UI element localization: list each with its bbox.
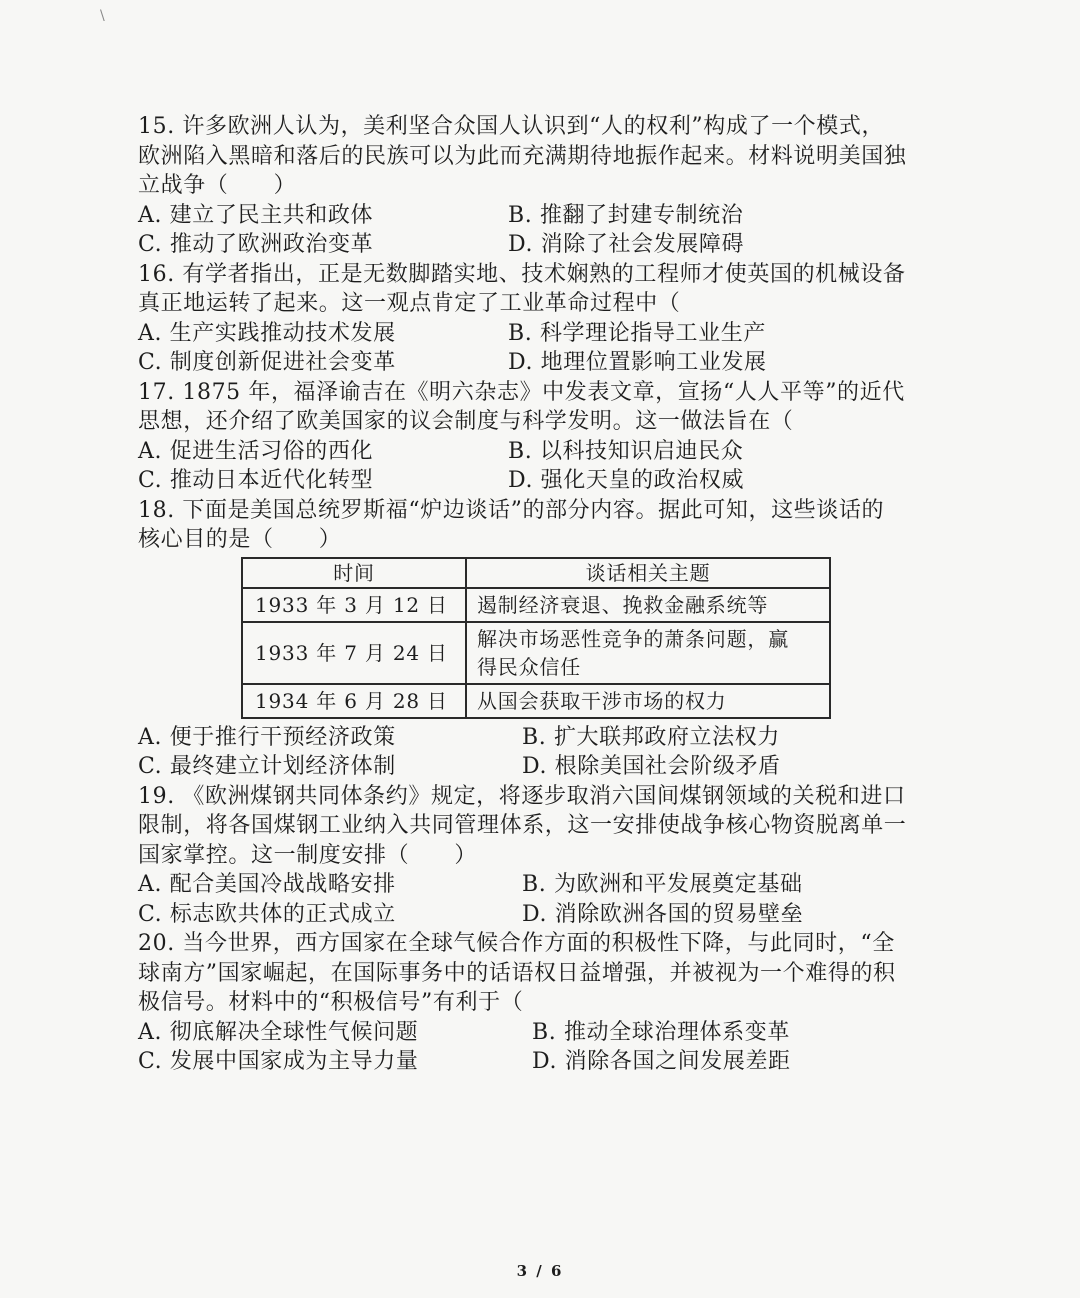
question-text-line: 思想，还介绍了欧美国家的议会制度与科学发明。这一做法旨在（ — [138, 409, 794, 434]
table-header-row — [242, 558, 830, 588]
option-row — [138, 1047, 938, 1077]
option-a: A. 生产实践推动技术发展 — [138, 320, 396, 346]
question-20 — [138, 929, 938, 1077]
scan-mark: \ — [100, 8, 105, 24]
option-a: A. 建立了民主共和政体 — [138, 202, 374, 228]
option-b: B. 推动全球治理体系变革 — [532, 1019, 790, 1045]
option-row — [138, 1018, 938, 1048]
table-row — [242, 684, 830, 718]
option-row — [138, 437, 938, 467]
option-c: C. 发展中国家成为主导力量 — [138, 1049, 419, 1074]
question-18 — [138, 496, 938, 782]
page-number: 3 / 6 — [516, 1262, 564, 1280]
option-a: A. 彻底解决全球性气候问题 — [138, 1019, 419, 1045]
question-text-line: 限制，将各国煤钢工业纳入共同管理体系，这一安排使战争核心物资脱离单一 — [138, 813, 907, 838]
option-row — [138, 319, 938, 349]
topic-line: 从国会获取干涉市场的权力 — [477, 688, 727, 713]
option-row — [138, 870, 938, 900]
question-text-line: 球南方”国家崛起，在国际事务中的话语权日益增强，并被视为一个难得的积 — [138, 960, 896, 986]
table-cell-topic — [466, 684, 830, 718]
option-c: C. 推动日本近代化转型 — [138, 468, 374, 493]
question-text-line: 真正地运转了起来。这一观点肯定了工业革命过程中（ — [138, 291, 681, 316]
question-text-line: 极信号。材料中的“积极信号”有利于（ — [138, 990, 524, 1015]
table-cell-date: 1933 年 3 月 12 日 — [242, 588, 466, 622]
option-d: D. 强化天皇的政治权威 — [508, 468, 745, 493]
question-19 — [138, 782, 938, 930]
option-d: D. 消除欧洲各国的贸易壁垒 — [522, 901, 804, 927]
table-row — [242, 622, 830, 684]
fireside-chat-table — [241, 557, 831, 719]
question-text-line: 核心目的是（ ） — [138, 527, 342, 552]
option-b: B. 为欧洲和平发展奠定基础 — [522, 872, 803, 897]
table-cell-date: 1934 年 6 月 28 日 — [242, 684, 466, 718]
question-text-line: 19. 《欧洲煤钢共同体条约》规定，将逐步取消六国间煤钢领域的关税和进口 — [138, 783, 906, 809]
option-d: D. 地理位置影响工业发展 — [508, 350, 767, 375]
table-cell-topic — [466, 588, 830, 622]
question-text-line: 欧洲陷入黑暗和落后的民族可以为此而充满期待地振作起来。材料说明美国独 — [138, 143, 907, 169]
question-list — [138, 112, 938, 1077]
topic-line: 遏制经济衰退、挽救金融系统等 — [477, 592, 769, 617]
option-c: C. 制度创新促进社会变革 — [138, 350, 396, 375]
table-cell-date: 1933 年 7 月 24 日 — [242, 622, 466, 684]
question-text-line: 17. 1875 年，福泽谕吉在《明六杂志》中发表文章，宣扬“人人平等”的近代 — [138, 379, 905, 405]
table-header: 谈话相关主题 — [466, 558, 830, 588]
option-c: C. 最终建立计划经济体制 — [138, 754, 396, 779]
option-row — [138, 348, 938, 378]
option-c: C. 推动了欧洲政治变革 — [138, 232, 374, 257]
question-text-line: 16. 有学者指出，正是无数脚踏实地、技术娴熟的工程师才使英国的机械设备 — [138, 261, 906, 287]
option-d: D. 根除美国社会阶级矛盾 — [522, 754, 781, 779]
table-row — [242, 588, 830, 622]
question-16 — [138, 260, 938, 378]
question-text-line: 国家掌控。这一制度安排（ ） — [138, 842, 478, 868]
option-d: D. 消除了社会发展障碍 — [508, 232, 745, 257]
option-d: D. 消除各国之间发展差距 — [532, 1049, 791, 1074]
option-b: B. 科学理论指导工业生产 — [508, 320, 766, 346]
question-text-line: 立战争（ ） — [138, 173, 297, 198]
option-row — [138, 723, 938, 753]
option-a: A. 便于推行干预经济政策 — [138, 724, 396, 750]
option-c: C. 标志欧共体的正式成立 — [138, 901, 396, 927]
table-cell-topic — [466, 622, 830, 684]
question-text-line: 18. 下面是美国总统罗斯福“炉边谈话”的部分内容。据此可知，这些谈话的 — [138, 497, 885, 523]
option-row — [138, 900, 938, 930]
option-row — [138, 201, 938, 231]
topic-line: 解决市场恶性竞争的萧条问题，赢 — [477, 626, 789, 651]
option-b: B. 以科技知识启迪民众 — [508, 438, 744, 464]
question-text-line: 20. 当今世界，西方国家在全球气候合作方面的积极性下降，与此同时，“全 — [138, 931, 895, 956]
topic-line: 得民众信任 — [477, 654, 581, 679]
table-header: 时间 — [242, 558, 466, 588]
question-text-line: 15. 许多欧洲人认为，美利坚合众国人认识到“人的权利”构成了一个模式， — [138, 114, 885, 139]
option-row — [138, 230, 938, 260]
option-a: A. 促进生活习俗的西化 — [138, 438, 374, 464]
question-15 — [138, 112, 938, 260]
option-a: A. 配合美国冷战战略安排 — [138, 872, 396, 897]
option-row — [138, 752, 938, 782]
option-b: B. 扩大联邦政府立法权力 — [522, 724, 780, 750]
option-b: B. 推翻了封建专制统治 — [508, 202, 744, 228]
question-17 — [138, 378, 938, 496]
option-row — [138, 466, 938, 496]
